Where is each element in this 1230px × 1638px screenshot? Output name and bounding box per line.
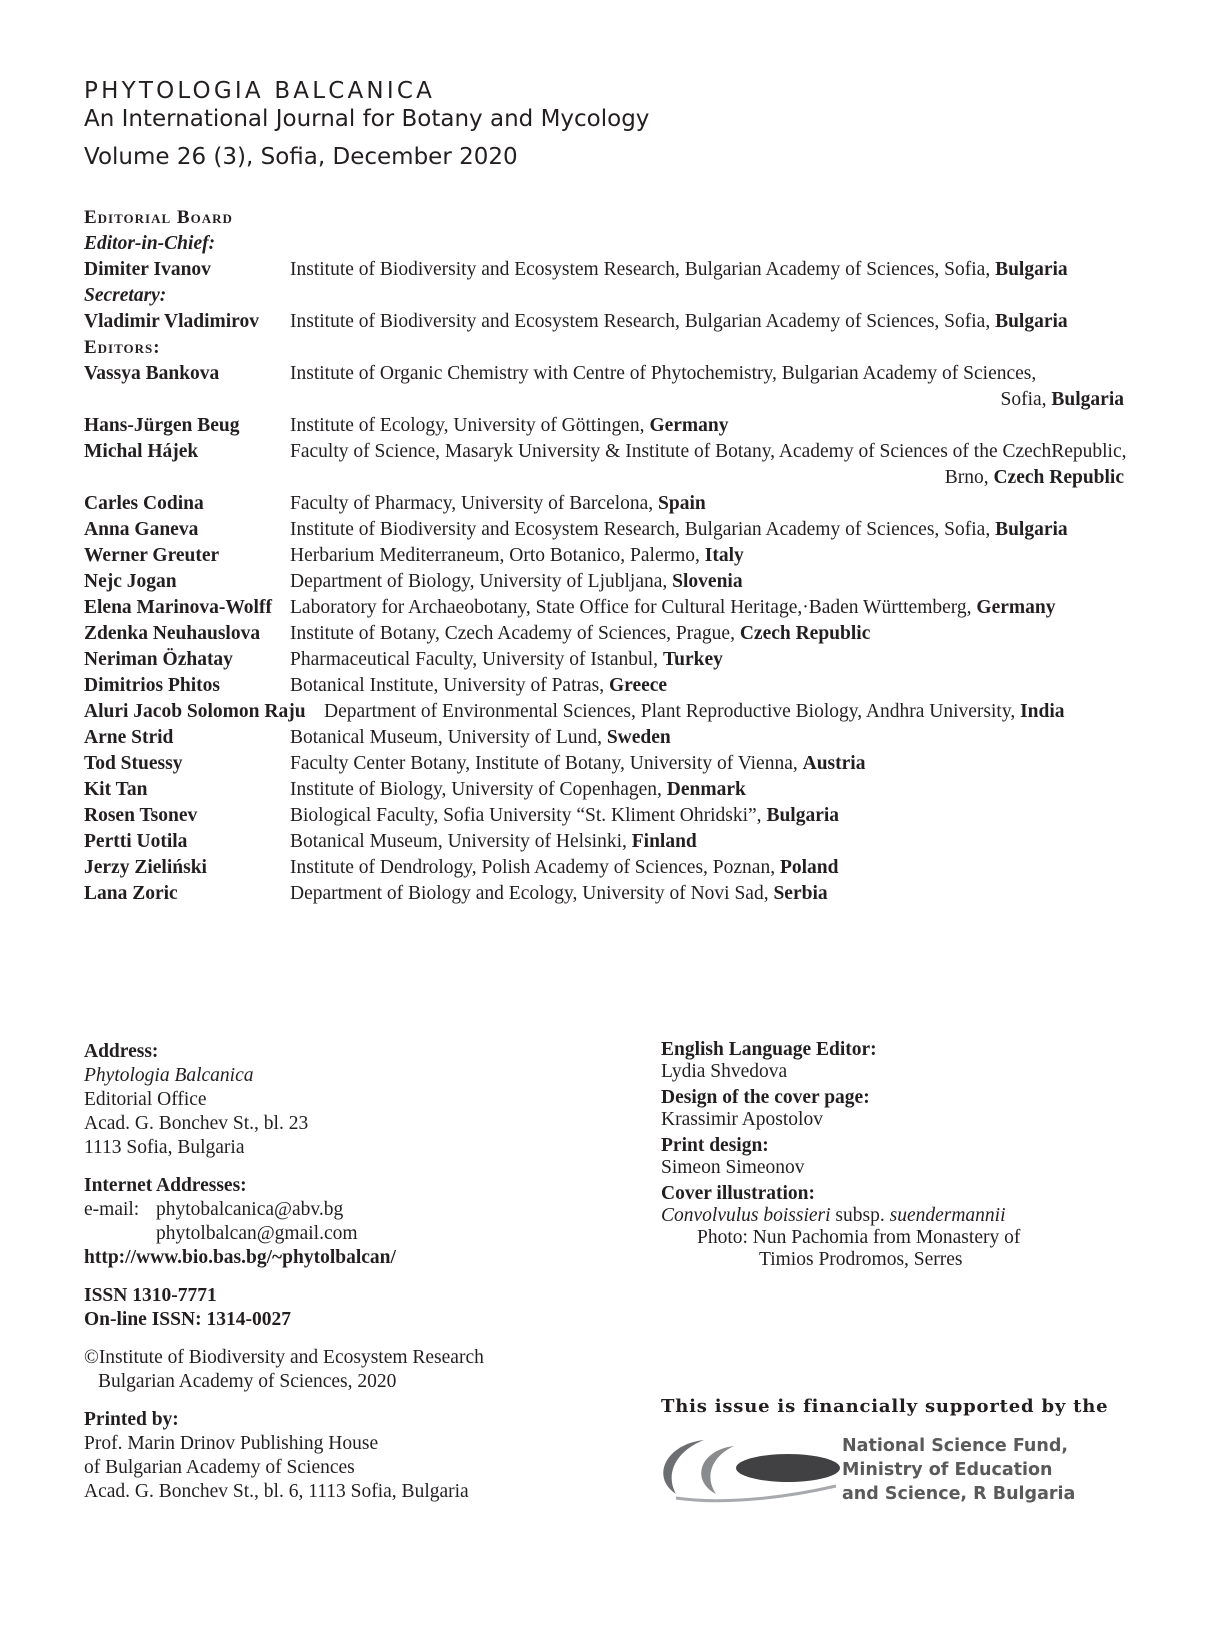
member-affiliation: Botanical Museum, University of Lund, Sweden bbox=[290, 727, 671, 748]
printed-line: Acad. G. Bonchev St., bl. 6, 1113 Sofia, Bulgaria bbox=[84, 1481, 469, 1502]
editors-label: Editors: bbox=[84, 337, 161, 358]
member-name: Dimitrios Phitos bbox=[84, 675, 220, 696]
address-line: Acad. G. Bonchev St., bl. 23 bbox=[84, 1113, 309, 1134]
member-affiliation: Department of Biology and Ecology, University of Novi Sad, Serbia bbox=[290, 883, 828, 904]
credits-column bbox=[661, 1039, 1181, 1275]
board-member-row bbox=[84, 361, 1184, 387]
credit-label: English Language Editor: bbox=[661, 1039, 877, 1060]
printed-line: Prof. Marin Drinov Publishing House bbox=[84, 1433, 379, 1454]
internet-label: Internet Addresses: bbox=[84, 1175, 247, 1196]
credit-label: Design of the cover page: bbox=[661, 1087, 870, 1108]
credit-block bbox=[661, 1183, 1181, 1271]
email-link[interactable]: phytobalcanica@abv.bg bbox=[156, 1199, 344, 1220]
copyright-line: Bulgarian Academy of Sciences, 2020 bbox=[98, 1371, 397, 1392]
email-key: e-mail: bbox=[84, 1199, 140, 1220]
credit-block bbox=[661, 1039, 1181, 1083]
member-affiliation: Institute of Botany, Czech Academy of Sciences, Prague, Czech Republic bbox=[290, 623, 871, 644]
member-affiliation: Department of Environmental Sciences, Plant Reproductive Biology, Andhra University, India bbox=[324, 701, 1065, 722]
address-block bbox=[84, 1040, 604, 1160]
photo-credit: Photo: Nun Pachomia from Monastery of bbox=[697, 1227, 1021, 1248]
member-affiliation: Laboratory for Archaeobotany, State Office for Cultural Heritage,·Baden Württemberg, Germany bbox=[290, 597, 1056, 618]
member-name: Jerzy Zieliński bbox=[84, 857, 207, 878]
board-member-row bbox=[84, 725, 1184, 751]
member-name: Elena Marinova-Wolff bbox=[84, 597, 272, 618]
credit-name: Krassimir Apostolov bbox=[661, 1109, 823, 1130]
board-member-row bbox=[84, 595, 1184, 621]
board-member-row bbox=[84, 829, 1184, 855]
photo-credit: Timios Prodromos, Serres bbox=[759, 1249, 963, 1270]
address-label: Address: bbox=[84, 1041, 159, 1062]
editor-in-chief-label: Editor-in-Chief: bbox=[84, 233, 216, 254]
member-affiliation: Institute of Biodiversity and Ecosystem Research, Bulgarian Academy of Sciences, Sofia, Bulgaria bbox=[290, 311, 1068, 332]
member-name: Aluri Jacob Solomon Raju bbox=[84, 701, 306, 722]
member-name: Neriman Özhatay bbox=[84, 649, 233, 670]
member-name: Vassya Bankova bbox=[84, 363, 220, 384]
printed-label: Printed by: bbox=[84, 1409, 179, 1430]
member-affiliation: Herbarium Mediterraneum, Orto Botanico, Palermo, Italy bbox=[290, 545, 744, 566]
member-affiliation: Faculty of Science, Masaryk University & Institute of Botany, Academy of Sciences of the CzechRepublic, bbox=[290, 441, 1127, 462]
member-affiliation: Institute of Ecology, University of Göttingen, Germany bbox=[290, 415, 729, 436]
member-affiliation: Institute of Organic Chemistry with Centre of Phytochemistry, Bulgarian Academy of Sciences, bbox=[290, 363, 1037, 384]
member-name: Pertti Uotila bbox=[84, 831, 188, 852]
issn-print: ISSN 1310-7771 bbox=[84, 1285, 217, 1306]
address-line: Editorial Office bbox=[84, 1089, 207, 1110]
credit-label: Print design: bbox=[661, 1135, 769, 1156]
board-member-row bbox=[84, 647, 1184, 673]
member-affiliation: Institute of Biodiversity and Ecosystem Research, Bulgarian Academy of Sciences, Sofia, Bulgaria bbox=[290, 259, 1068, 280]
member-affiliation-continued: Sofia, Bulgaria bbox=[1000, 389, 1124, 410]
member-name: Carles Codina bbox=[84, 493, 204, 514]
volume-line: Volume 26 (3), Sofia, December 2020 bbox=[84, 144, 518, 170]
board-member-row bbox=[84, 881, 1184, 907]
member-affiliation: Institute of Biology, University of Copenhagen, Denmark bbox=[290, 779, 746, 800]
copyright-block bbox=[84, 1346, 604, 1394]
internet-block bbox=[84, 1174, 604, 1270]
board-member-row bbox=[84, 777, 1184, 803]
member-name: Nejc Jogan bbox=[84, 571, 177, 592]
journal-header bbox=[84, 78, 649, 170]
member-name: Kit Tan bbox=[84, 779, 148, 800]
member-affiliation: Faculty of Pharmacy, University of Barcelona, Spain bbox=[290, 493, 706, 514]
email-link[interactable]: phytolbalcan@gmail.com bbox=[156, 1223, 358, 1244]
member-name: Hans-Jürgen Beug bbox=[84, 415, 240, 436]
board-member-row bbox=[84, 439, 1184, 465]
editorial-board bbox=[84, 205, 1184, 907]
board-member-row bbox=[84, 517, 1184, 543]
credit-block bbox=[661, 1135, 1181, 1179]
member-affiliation: Biological Faculty, Sofia University “St. Kliment Ohridski”, Bulgaria bbox=[290, 805, 840, 826]
member-affiliation: Botanical Museum, University of Helsinki, Finland bbox=[290, 831, 697, 852]
editors-list bbox=[84, 361, 1184, 907]
member-affiliation: Institute of Biodiversity and Ecosystem Research, Bulgarian Academy of Sciences, Sofia, Bulgaria bbox=[290, 519, 1068, 540]
contact-column bbox=[84, 1040, 604, 1518]
editorial-board-heading: Editorial Board bbox=[84, 207, 233, 228]
journal-subtitle: An International Journal for Botany and Mycology bbox=[84, 106, 650, 132]
board-member-row bbox=[84, 699, 1184, 725]
member-name: Arne Strid bbox=[84, 727, 174, 748]
member-affiliation: Department of Biology, University of Ljubljana, Slovenia bbox=[290, 571, 743, 592]
member-name: Rosen Tsonev bbox=[84, 805, 198, 826]
board-member-row bbox=[84, 621, 1184, 647]
copyright-line: ©Institute of Biodiversity and Ecosystem Research bbox=[84, 1347, 484, 1368]
logo-line: Ministry of Education bbox=[842, 1460, 1053, 1480]
support-statement: This issue is financially supported by the bbox=[661, 1396, 1109, 1417]
member-affiliation: Faculty Center Botany, Institute of Botany, University of Vienna, Austria bbox=[290, 753, 866, 774]
member-name: Michal Hájek bbox=[84, 441, 199, 462]
member-name: Anna Ganeva bbox=[84, 519, 199, 540]
logo-line: and Science, R Bulgaria bbox=[842, 1484, 1076, 1504]
board-member-row bbox=[84, 309, 1184, 335]
member-affiliation: Botanical Institute, University of Patras, Greece bbox=[290, 675, 668, 696]
board-member-row bbox=[84, 569, 1184, 595]
member-name: Werner Greuter bbox=[84, 545, 220, 566]
member-affiliation: Institute of Dendrology, Polish Academy of Sciences, Poznan, Poland bbox=[290, 857, 839, 878]
address-line: 1113 Sofia, Bulgaria bbox=[84, 1137, 245, 1158]
member-name: Vladimir Vladimirov bbox=[84, 311, 259, 332]
issn-block bbox=[84, 1284, 604, 1332]
credit-label: Cover illustration: bbox=[661, 1183, 816, 1204]
cover-species: Convolvulus boissieri subsp. suendermannii bbox=[661, 1205, 1006, 1226]
website-link[interactable]: http://www.bio.bas.bg/~phytolbalcan/ bbox=[84, 1247, 396, 1268]
board-member-row bbox=[84, 751, 1184, 777]
printed-line: of Bulgarian Academy of Sciences bbox=[84, 1457, 355, 1478]
issn-online: On-line ISSN: 1314-0027 bbox=[84, 1309, 291, 1330]
journal-title: PHYTOLOGIA BALCANICA bbox=[84, 78, 436, 104]
logo-text bbox=[842, 1434, 1075, 1506]
board-member-row bbox=[84, 257, 1184, 283]
secretary-label: Secretary: bbox=[84, 285, 167, 306]
board-member-row bbox=[84, 855, 1184, 881]
member-name: Lana Zoric bbox=[84, 883, 178, 904]
member-name: Dimiter Ivanov bbox=[84, 259, 211, 280]
credit-name: Simeon Simeonov bbox=[661, 1157, 805, 1178]
board-member-row bbox=[84, 673, 1184, 699]
member-affiliation: Pharmaceutical Faculty, University of Istanbul, Turkey bbox=[290, 649, 723, 670]
address-line: Phytologia Balcanica bbox=[84, 1065, 254, 1086]
logo-line: National Science Fund, bbox=[842, 1436, 1069, 1456]
credit-block bbox=[661, 1087, 1181, 1131]
board-member-row bbox=[84, 543, 1184, 569]
credit-name: Lydia Shvedova bbox=[661, 1061, 788, 1082]
member-name: Zdenka Neuhauslova bbox=[84, 623, 261, 644]
board-member-row bbox=[84, 803, 1184, 829]
board-member-row bbox=[84, 491, 1184, 517]
board-member-row bbox=[84, 413, 1184, 439]
member-name: Tod Stuessy bbox=[84, 753, 183, 774]
printed-block bbox=[84, 1408, 604, 1504]
email-row bbox=[84, 1198, 604, 1222]
member-affiliation-continued: Brno, Czech Republic bbox=[944, 467, 1124, 488]
